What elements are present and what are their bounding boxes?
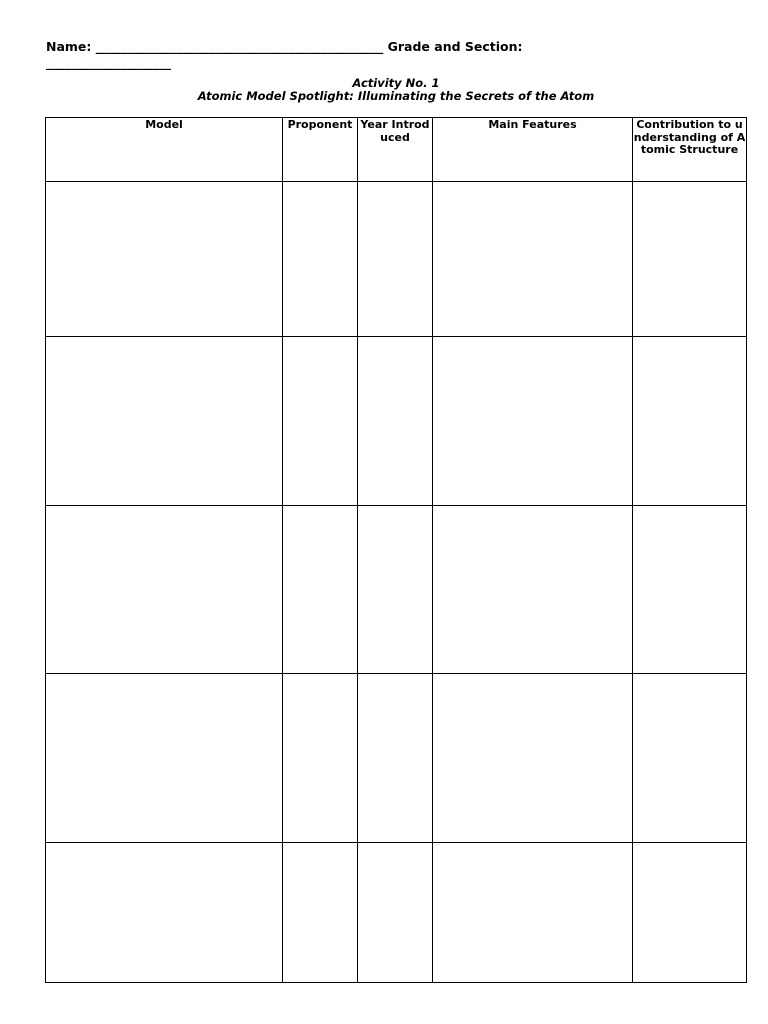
- year-cell[interactable]: [358, 843, 433, 983]
- contribution-cell[interactable]: [633, 337, 747, 506]
- year-cell[interactable]: [358, 674, 433, 843]
- table-row: [46, 843, 747, 983]
- model-cell[interactable]: [46, 182, 283, 337]
- main-features-cell[interactable]: [433, 674, 633, 843]
- year-cell[interactable]: [358, 506, 433, 674]
- activity-subtitle: Atomic Model Spotlight: Illuminating the Secrets of the Atom: [197, 89, 595, 103]
- proponent-cell[interactable]: [283, 337, 358, 506]
- grade-section-blank-line: [46, 54, 171, 71]
- proponent-cell[interactable]: [283, 182, 358, 337]
- proponent-cell[interactable]: [283, 674, 358, 843]
- activity-title: Activity No. 1: [352, 76, 440, 90]
- main-features-cell[interactable]: [433, 506, 633, 674]
- name-grade-line: [46, 38, 746, 55]
- grade-section-blank[interactable]: ____________________: [46, 55, 171, 70]
- atomic-model-table: [45, 117, 747, 983]
- year-cell[interactable]: [358, 337, 433, 506]
- proponent-cell[interactable]: [283, 843, 358, 983]
- table-row: [46, 337, 747, 506]
- grade-section-label: Grade and Section:: [387, 39, 523, 54]
- main-features-cell[interactable]: [433, 337, 633, 506]
- main-features-cell[interactable]: [433, 182, 633, 337]
- model-cell[interactable]: [46, 843, 283, 983]
- column-header-model: Model: [46, 118, 283, 182]
- model-cell[interactable]: [46, 506, 283, 674]
- table-header-row: [46, 118, 747, 182]
- table-row: [46, 674, 747, 843]
- column-header-proponent: Proponent: [283, 118, 358, 182]
- model-cell[interactable]: [46, 674, 283, 843]
- column-header-main-features: Main Features: [433, 118, 633, 182]
- contribution-cell[interactable]: [633, 182, 747, 337]
- table-row: [46, 506, 747, 674]
- year-cell[interactable]: [358, 182, 433, 337]
- column-header-year-introduced: Year Introduced: [358, 118, 433, 182]
- contribution-cell[interactable]: [633, 843, 747, 983]
- proponent-cell[interactable]: [283, 506, 358, 674]
- column-header-contribution: Contribution to understanding of Atomic Structure: [633, 118, 747, 182]
- main-features-cell[interactable]: [433, 843, 633, 983]
- name-label: Name:: [46, 39, 92, 54]
- contribution-cell[interactable]: [633, 506, 747, 674]
- contribution-cell[interactable]: [633, 674, 747, 843]
- table-row: [46, 182, 747, 337]
- title-block: [46, 77, 746, 103]
- model-cell[interactable]: [46, 337, 283, 506]
- name-blank[interactable]: ______________________________________________: [95, 39, 384, 54]
